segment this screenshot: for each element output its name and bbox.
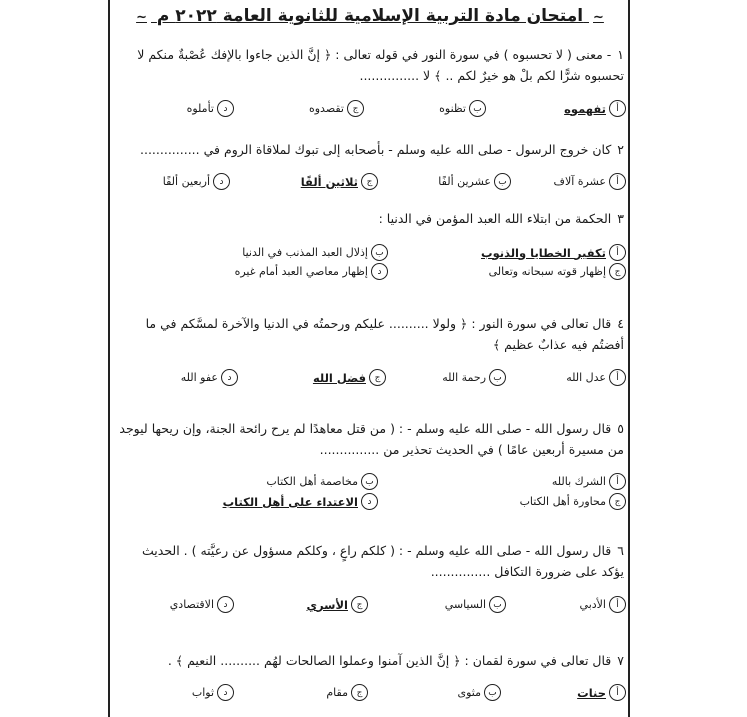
option-text: تكفير الخطايا والذنوب bbox=[481, 245, 606, 260]
options-5b bbox=[114, 493, 626, 515]
option-a[interactable] bbox=[554, 173, 626, 190]
option-letter: د bbox=[213, 173, 230, 190]
question-number: ٦ bbox=[617, 543, 624, 558]
option-text: أربعين ألفًا bbox=[162, 175, 210, 188]
option-text: تفهموه bbox=[564, 101, 606, 116]
option-text: فضل الله bbox=[312, 370, 366, 385]
option-d[interactable] bbox=[235, 263, 388, 280]
option-text: إذلال العبد المذنب في الدنيا bbox=[242, 246, 368, 259]
option-letter: د bbox=[371, 263, 388, 280]
option-text: إظهار معاصي العبد أمام غيره bbox=[234, 265, 368, 278]
option-letter: أ bbox=[609, 100, 626, 117]
option-letter: ب bbox=[494, 173, 511, 190]
option-text: ثواب bbox=[191, 686, 214, 699]
option-c[interactable] bbox=[326, 684, 368, 701]
option-a[interactable] bbox=[481, 244, 626, 261]
question-number: ١ bbox=[617, 47, 624, 62]
option-text: تظنوه bbox=[439, 102, 466, 115]
option-b[interactable] bbox=[442, 369, 506, 386]
ornament-icon: ∽ bbox=[593, 10, 604, 25]
options-4 bbox=[114, 369, 626, 391]
exam-title-text: امتحان مادة التربية الإسلامية للثانوية العامة ٢٠٢٢ م bbox=[156, 6, 584, 26]
exam-title bbox=[114, 6, 626, 26]
option-letter: ب bbox=[489, 596, 506, 613]
question-text: قال رسول الله - صلى الله عليه وسلم - : ( كلكم راعٍ ، وكلكم مسؤول عن رعيَّته ) . الحديث يؤكد على ضرورة التكافل ............... bbox=[142, 543, 624, 579]
option-text: رحمة الله bbox=[442, 371, 486, 384]
option-b[interactable] bbox=[266, 473, 378, 490]
question-7 bbox=[118, 650, 624, 671]
option-letter: ب bbox=[469, 100, 486, 117]
option-d[interactable] bbox=[170, 596, 234, 613]
option-text: السياسي bbox=[444, 598, 486, 611]
option-letter: أ bbox=[609, 473, 626, 490]
option-text: الأسري bbox=[306, 597, 348, 612]
option-letter: أ bbox=[609, 173, 626, 190]
exam-content bbox=[114, 0, 626, 717]
option-letter: ج bbox=[361, 173, 378, 190]
option-a[interactable] bbox=[566, 369, 626, 386]
option-letter: د bbox=[217, 100, 234, 117]
question-number: ٣ bbox=[617, 211, 624, 226]
option-letter: ج bbox=[609, 493, 626, 510]
option-letter: ج bbox=[369, 369, 386, 386]
options-3b bbox=[114, 263, 626, 285]
ornament-icon: ∽ bbox=[136, 10, 147, 25]
option-text: مقام bbox=[326, 686, 348, 699]
option-letter: د bbox=[361, 493, 378, 510]
question-3 bbox=[118, 208, 624, 229]
page-border-right bbox=[628, 0, 630, 717]
option-letter: د bbox=[217, 684, 234, 701]
option-letter: أ bbox=[609, 596, 626, 613]
option-a[interactable] bbox=[577, 684, 626, 701]
question-number: ٢ bbox=[617, 142, 624, 157]
page-border-left bbox=[108, 0, 110, 717]
option-letter: ب bbox=[489, 369, 506, 386]
options-7 bbox=[114, 684, 626, 706]
question-text: كان خروج الرسول - صلى الله عليه وسلم - بأصحابه إلى تبوك لملاقاة الروم في ............... bbox=[140, 142, 612, 157]
option-letter: ج bbox=[347, 100, 364, 117]
option-c[interactable] bbox=[313, 369, 386, 386]
option-c[interactable] bbox=[309, 100, 364, 117]
option-text: الأدبي bbox=[579, 598, 606, 611]
option-letter: د bbox=[217, 596, 234, 613]
option-text: ثلاثين ألفًا bbox=[300, 174, 358, 189]
question-text: قال تعالى في سورة لقمان : ﴿ إنَّ الذين آمنوا وعملوا الصالحات لهُم .......... النعيم ﴾ . bbox=[167, 653, 612, 668]
question-number: ٥ bbox=[617, 421, 624, 436]
option-a[interactable] bbox=[564, 100, 626, 117]
option-text: إظهار قوته سبحانه وتعالى bbox=[488, 265, 606, 278]
option-letter: د bbox=[221, 369, 238, 386]
option-a[interactable] bbox=[552, 473, 626, 490]
option-text: محاورة أهل الكتاب bbox=[519, 495, 606, 508]
option-b[interactable] bbox=[457, 684, 501, 701]
options-2 bbox=[114, 173, 626, 195]
option-letter: أ bbox=[609, 244, 626, 261]
option-text: عشرين ألفًا bbox=[438, 175, 491, 188]
option-b[interactable] bbox=[438, 173, 511, 190]
option-letter: ب bbox=[371, 244, 388, 261]
option-text: مثوى bbox=[457, 686, 481, 699]
options-1 bbox=[114, 100, 626, 122]
option-d[interactable] bbox=[187, 100, 234, 117]
option-a[interactable] bbox=[580, 596, 626, 613]
option-letter: ج bbox=[609, 263, 626, 280]
options-5a bbox=[114, 473, 626, 495]
option-text: عدل الله bbox=[566, 371, 606, 384]
question-text: الحكمة من ابتلاء الله العبد المؤمن في الدنيا : bbox=[378, 211, 612, 226]
question-2 bbox=[118, 139, 624, 160]
option-letter: ج bbox=[351, 596, 368, 613]
option-d[interactable] bbox=[163, 173, 230, 190]
option-text: جنات bbox=[577, 685, 606, 700]
question-text: قال رسول الله - صلى الله عليه وسلم - : ( من قتل معاهدًا لم يرح رائحة الجنة، وإن ريحها ليوجد من مسيرة أربعين عامًا ) في الحديث تحذير من ............... bbox=[119, 421, 624, 457]
question-text: قال تعالى في سورة النور : ﴿ ولولا .......... عليكم ورحمتُه في الدنيا والآخرة لمسَّكم في ما أفضتُم فيه عذابٌ عظيم ﴾ bbox=[145, 316, 624, 352]
question-number: ٧ bbox=[617, 653, 624, 668]
option-d[interactable] bbox=[192, 684, 234, 701]
option-d[interactable] bbox=[223, 493, 378, 510]
question-5 bbox=[118, 418, 624, 460]
option-b[interactable] bbox=[445, 596, 506, 613]
option-letter: ب bbox=[361, 473, 378, 490]
options-6 bbox=[114, 596, 626, 618]
option-c[interactable] bbox=[489, 263, 626, 280]
option-text: مخاصمة أهل الكتاب bbox=[266, 475, 358, 488]
question-4 bbox=[118, 313, 624, 355]
question-text: - معنى ( لا تحسبوه ) في سورة النور في قوله تعالى : ﴿ إنَّ الذين جاءوا بالإفك عُصْبةٌ منكم لا تحسبوه شرًّا لكم بلْ هو خيرٌ لكم .. ﴾ لا ............... bbox=[137, 47, 624, 83]
option-text: الاقتصادي bbox=[169, 598, 214, 611]
option-c[interactable] bbox=[520, 493, 626, 510]
option-letter: أ bbox=[609, 369, 626, 386]
option-text: تأملوه bbox=[186, 102, 214, 115]
option-c[interactable] bbox=[301, 173, 378, 190]
question-6 bbox=[118, 540, 624, 582]
option-letter: ج bbox=[351, 684, 368, 701]
option-text: عفو الله bbox=[180, 371, 218, 384]
option-letter: أ bbox=[609, 684, 626, 701]
option-b[interactable] bbox=[242, 244, 388, 261]
question-number: ٤ bbox=[617, 316, 624, 331]
option-text: الشرك بالله bbox=[551, 475, 606, 488]
option-text: تقصدوه bbox=[308, 102, 344, 115]
option-text: الاعتداء على أهل الكتاب bbox=[222, 494, 358, 509]
option-d[interactable] bbox=[181, 369, 238, 386]
option-b[interactable] bbox=[439, 100, 486, 117]
question-1 bbox=[118, 44, 624, 86]
option-letter: ب bbox=[484, 684, 501, 701]
option-c[interactable] bbox=[306, 596, 368, 613]
option-text: عشرة آلاف bbox=[553, 175, 606, 188]
